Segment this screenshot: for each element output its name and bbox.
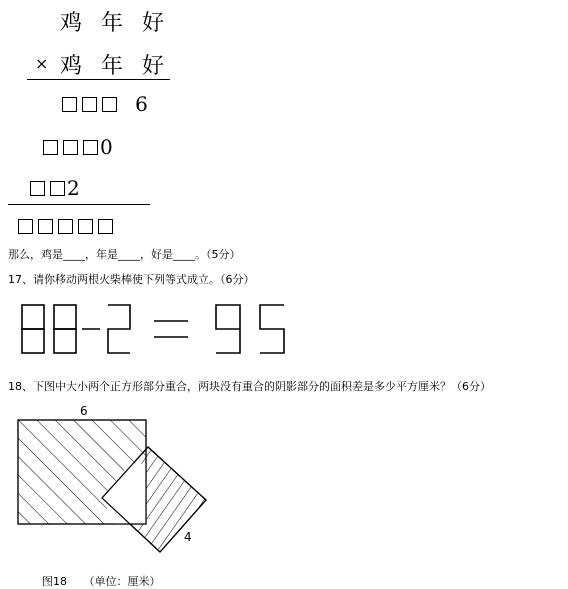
divider-line-1: [27, 79, 170, 80]
blank-box: [82, 97, 97, 112]
q18-text: 18、下图中大小两个正方形部分重合，两块没有重合的阴影部分的面积差是多少平方厘米？（6分）: [8, 380, 491, 393]
blank-box: [62, 97, 77, 112]
small-square-side-label: 4: [184, 530, 192, 544]
matchstick-digit-9: [216, 305, 240, 353]
blank-box: [30, 181, 45, 196]
matchstick-equation: [20, 303, 310, 363]
puzzle-row-5: [30, 176, 80, 200]
q17-text: 17、请你移动两根火柴棒使下列等式成立。（6分）: [8, 273, 255, 286]
answer-line: 那么，鸡是____，年是____，好是____。（5分）: [8, 248, 241, 261]
blank-box: [98, 219, 113, 234]
blank-box: [102, 97, 117, 112]
puzzle-row-4: [43, 135, 113, 159]
matchstick-equals: [154, 321, 188, 337]
divider-line-2: [8, 204, 150, 205]
big-square-side-label: 6: [80, 404, 88, 418]
blank-box: [50, 181, 65, 196]
blank-box: [58, 219, 73, 234]
blank-box: [83, 140, 98, 155]
puzzle-row-3: [62, 92, 148, 116]
matchstick-digit-8: [22, 305, 44, 353]
blank-box: [18, 219, 33, 234]
puzzle-digit-6: 6: [135, 92, 148, 116]
puzzle-digit-0: 0: [100, 135, 113, 159]
puzzle-row-2: 鸡 年 好: [60, 54, 170, 79]
blank-box: [38, 219, 53, 234]
multiplication-sign: ×: [35, 54, 49, 73]
blank-box: [78, 219, 93, 234]
figure-caption: 图18 （单位：厘米）: [42, 575, 161, 588]
blank-box: [43, 140, 58, 155]
puzzle-row-6: [18, 218, 118, 237]
matchstick-digit-5: [260, 305, 284, 353]
matchstick-digit-8: [54, 305, 76, 353]
puzzle-digit-2: 2: [67, 176, 80, 200]
blank-box: [63, 140, 78, 155]
overlapping-squares-figure: [18, 420, 218, 570]
puzzle-row-1: 鸡 年 好: [60, 11, 170, 36]
matchstick-digit-2: [108, 305, 130, 353]
